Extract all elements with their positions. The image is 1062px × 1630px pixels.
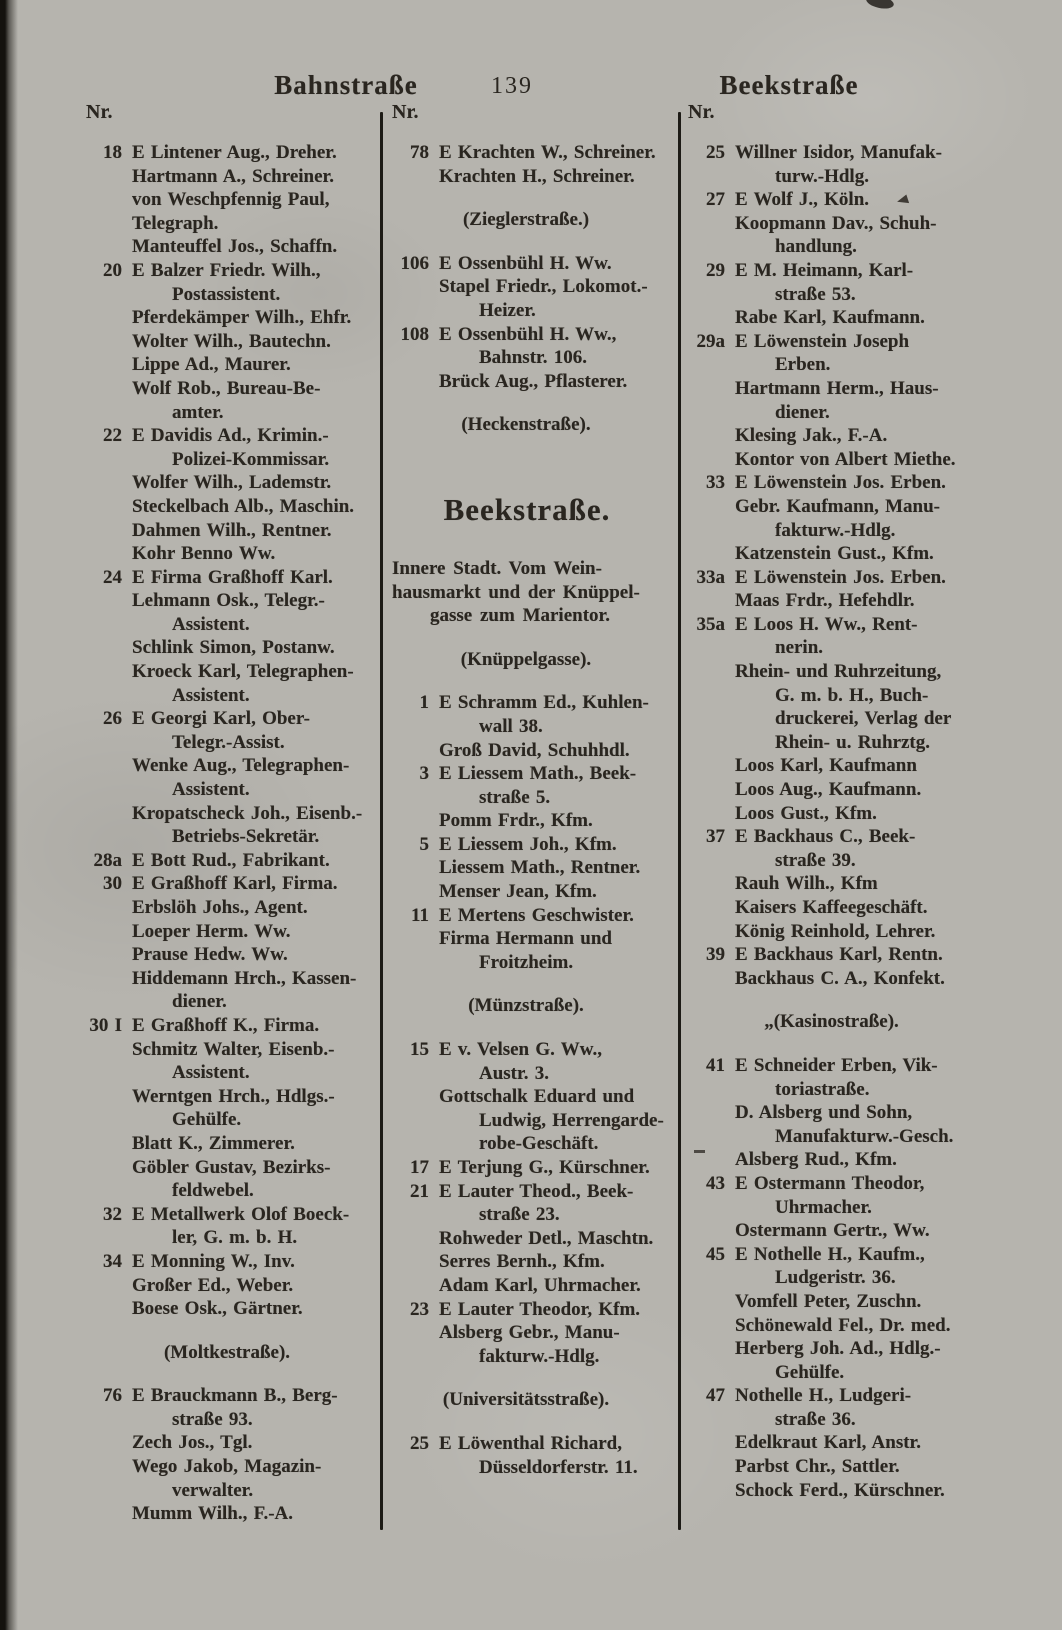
street-description: gasse zum Marientor. — [430, 605, 610, 627]
continuation-line: Assistent. — [172, 684, 250, 706]
cross-street-ref: (Moltkestraße). — [163, 1341, 291, 1363]
house-number: 33 — [706, 472, 725, 494]
street-description: hausmarkt und der Knüppel- — [392, 581, 640, 603]
continuation-line: druckerei, Verlag der — [775, 708, 952, 730]
resident-line: Rauh Wilh., Kfm — [735, 873, 878, 895]
continuation-line: Froitzheim. — [479, 951, 574, 973]
directory-entry — [687, 141, 988, 165]
house-number: 30 — [103, 873, 122, 895]
directory-entry — [687, 613, 988, 637]
directory-entry — [391, 1298, 673, 1322]
entry-text: E Nothelle H., Kaufm., — [735, 1243, 925, 1265]
directory-entry — [391, 141, 673, 165]
entry-text: E Metallwerk Olof Boeck- — [132, 1203, 350, 1225]
continuation-line: Assistent. — [172, 1062, 250, 1084]
house-number: 25 — [706, 142, 725, 163]
resident-line: Rhein- und Ruhrzeitung, — [735, 661, 942, 683]
column-number-label: Nr. — [392, 101, 419, 123]
resident-line: Loos Aug., Kaufmann. — [735, 779, 922, 801]
house-number: 32 — [103, 1203, 122, 1225]
scan-edge-shadow — [0, 0, 18, 1630]
continuation-line: Austr. 3. — [479, 1062, 549, 1084]
continuation-line: straße 36. — [775, 1408, 856, 1430]
entry-text: E Davidis Ad., Krimin.- — [132, 425, 329, 447]
house-number: 43 — [706, 1172, 725, 1194]
street-section-heading: Beekstraße. — [443, 491, 611, 527]
margin-dash-mark — [694, 1150, 705, 1153]
scan-smudge — [865, 0, 895, 11]
directory-entry — [687, 471, 988, 495]
directory-entry — [84, 849, 382, 873]
entry-text: E Graßhoff Karl, Firma. — [132, 873, 338, 895]
continuation-line: Assistent. — [172, 613, 250, 635]
resident-line: Schlink Simon, Postanw. — [132, 637, 335, 659]
column-divider — [678, 112, 681, 1530]
house-number: 39 — [706, 944, 725, 966]
continuation-line: Assistent. — [172, 779, 250, 801]
directory-column-left — [84, 141, 382, 1526]
directory-entry — [84, 872, 382, 896]
entry-text: E Bott Rud., Fabrikant. — [132, 849, 330, 871]
directory-column-right — [687, 141, 988, 1502]
continuation-line: straße 53. — [775, 283, 856, 305]
running-head-left-street: Bahnstraße — [274, 70, 418, 100]
continuation-line: toriastraße. — [775, 1078, 870, 1100]
cross-street-ref: (Münzstraße). — [468, 995, 584, 1017]
directory-entry — [687, 259, 988, 283]
resident-line: Vomfell Peter, Zuschn. — [735, 1290, 922, 1312]
entry-text: E Schneider Erben, Vik- — [735, 1054, 938, 1076]
house-number: 21 — [410, 1180, 429, 1202]
house-number: 30 I — [89, 1014, 122, 1036]
directory-entry — [84, 707, 382, 731]
directory-entry — [84, 1203, 382, 1227]
resident-line: Serres Bernh., Kfm. — [439, 1251, 605, 1273]
directory-entry — [84, 1250, 382, 1274]
continuation-line: diener. — [775, 401, 830, 423]
continuation-line: straße 93. — [172, 1408, 253, 1430]
directory-entry — [687, 566, 988, 590]
directory-entry — [391, 1180, 673, 1204]
entry-text: E Backhaus Karl, Rentn. — [735, 944, 943, 966]
resident-line: Prause Hedw. Ww. — [132, 944, 288, 966]
house-number: 35a — [696, 613, 725, 635]
continuation-line: handlung. — [775, 236, 857, 258]
resident-line: Gebr. Kaufmann, Manu- — [735, 495, 940, 517]
resident-line: Koopmann Dav., Schuh- — [735, 212, 937, 234]
continuation-line: verwalter. — [172, 1479, 254, 1501]
resident-line: Stapel Friedr., Lokomot.- — [439, 276, 648, 298]
resident-line: Loos Gust., Kfm. — [735, 802, 877, 824]
resident-line: Maas Frdr., Hefehdlr. — [735, 590, 915, 612]
entry-text: E Brauckmann B., Berg- — [132, 1385, 338, 1407]
resident-line: Alsberg Gebr., Manu- — [439, 1322, 620, 1344]
continuation-line: straße 39. — [775, 849, 856, 871]
entry-text: E Löwenstein Joseph — [735, 330, 910, 352]
house-number: 17 — [410, 1157, 429, 1178]
resident-line: Edelkraut Karl, Anstr. — [735, 1432, 921, 1454]
entry-text: E Loos H. Ww., Rent- — [735, 613, 918, 635]
continuation-line: Bahnstr. 106. — [479, 347, 587, 369]
entry-text: E Graßhoff K., Firma. — [132, 1014, 320, 1036]
resident-line: Wolter Wilh., Bautechn. — [132, 330, 331, 352]
continuation-line: Rhein- u. Ruhrztg. — [775, 731, 931, 753]
resident-line: Pomm Frdr., Kfm. — [439, 810, 593, 832]
directory-entry — [687, 188, 988, 212]
continuation-line: Manufakturw.-Gesch. — [775, 1125, 954, 1147]
resident-line: Loos Karl, Kaufmann — [735, 755, 917, 777]
resident-line: Zech Jos., Tgl. — [132, 1432, 253, 1454]
continuation-line: G. m. b. H., Buch- — [775, 684, 929, 706]
entry-text: E Backhaus C., Beek- — [735, 826, 916, 848]
resident-line: Menser Jean, Kfm. — [439, 881, 597, 903]
directory-entry — [391, 252, 673, 276]
resident-line: Erbslöh Johs., Agent. — [132, 897, 308, 918]
directory-entry — [84, 1014, 382, 1038]
directory-entry — [391, 762, 673, 786]
directory-entry — [687, 1243, 988, 1267]
entry-text: E Ossenbühl H. Ww., — [439, 323, 617, 345]
page-number: 139 — [491, 73, 533, 99]
resident-line: Rabe Karl, Kaufmann. — [735, 307, 925, 329]
resident-line: Schock Ferd., Kürschner. — [735, 1479, 945, 1501]
directory-entry — [391, 833, 673, 857]
house-number: 11 — [411, 904, 429, 926]
resident-line: Liessem Math., Rentner. — [439, 857, 641, 879]
entry-text: E Lauter Theodor, Kfm. — [439, 1298, 641, 1320]
resident-line: Ostermann Gertr., Ww. — [735, 1220, 930, 1242]
cross-street-ref: (Knüppelgasse). — [460, 648, 592, 670]
resident-line: Brück Aug., Pflasterer. — [439, 370, 628, 392]
resident-line: Boese Osk., Gärtner. — [132, 1298, 303, 1320]
house-number: 76 — [103, 1385, 122, 1407]
house-number: 106 — [400, 252, 429, 274]
continuation-line: Gehülfe. — [172, 1109, 242, 1131]
continuation-line: straße 23. — [479, 1204, 560, 1226]
resident-line: Groß David, Schuhhdl. — [439, 739, 630, 761]
resident-line: von Weschpfennig Paul, — [132, 189, 330, 211]
column-number-label: Nr. — [86, 101, 113, 123]
house-number: 33a — [696, 566, 725, 588]
resident-line: Kaisers Kaffeegeschäft. — [735, 897, 928, 918]
continuation-line: feldwebel. — [172, 1180, 254, 1202]
resident-line: Herberg Joh. Ad., Hdlg.- — [735, 1338, 941, 1360]
house-number: 15 — [410, 1039, 429, 1061]
entry-text: E Löwenstein Jos. Erben. — [735, 472, 946, 494]
entry-text: E Krachten W., Schreiner. — [439, 142, 656, 163]
continuation-line: Postassistent. — [172, 283, 281, 305]
house-number: 108 — [400, 323, 429, 345]
house-number: 29a — [696, 330, 725, 352]
directory-entry — [687, 1054, 988, 1078]
house-number: 22 — [103, 425, 122, 447]
directory-entry — [391, 904, 673, 928]
house-number: 27 — [706, 189, 725, 211]
resident-line: Wolfer Wilh., Lademstr. — [132, 472, 332, 494]
column-number-label: Nr. — [688, 101, 715, 123]
resident-line: Blatt K., Zimmerer. — [132, 1132, 295, 1154]
entry-text: E Schramm Ed., Kuhlen- — [439, 692, 649, 714]
continuation-line: fakturw.-Hdlg. — [775, 519, 896, 541]
entry-text: E Ostermann Theodor, — [735, 1172, 925, 1194]
resident-line: Kontor von Albert Miethe. — [735, 448, 956, 470]
running-head-right-street: Beekstraße — [719, 70, 859, 100]
house-number: 47 — [706, 1385, 725, 1407]
resident-line: Schmitz Walter, Eisenb.- — [132, 1038, 335, 1060]
entry-text: Willner Isidor, Manufak- — [735, 142, 942, 163]
directory-entry — [391, 1038, 673, 1062]
house-number: 41 — [706, 1054, 725, 1076]
cross-street-ref: (Heckenstraße). — [461, 414, 591, 436]
house-number: 45 — [706, 1243, 725, 1265]
directory-entry — [687, 1384, 988, 1408]
directory-entry — [391, 691, 673, 715]
resident-line: Lippe Ad., Maurer. — [132, 354, 291, 376]
resident-line: Gottschalk Eduard und — [439, 1086, 635, 1108]
entry-text: E Lintener Aug., Dreher. — [132, 142, 337, 163]
resident-line: Hartmann Herm., Haus- — [735, 377, 939, 399]
resident-line: Schönewald Fel., Dr. med. — [735, 1314, 951, 1336]
continuation-line: amter. — [172, 401, 224, 423]
house-number: 29 — [706, 259, 725, 281]
directory-entry — [391, 323, 673, 347]
resident-line: Katzenstein Gust., Kfm. — [735, 543, 934, 565]
resident-line: Parbst Chr., Sattler. — [735, 1456, 900, 1478]
directory-entry — [391, 1432, 673, 1456]
house-number: 24 — [103, 566, 122, 588]
house-number: 25 — [410, 1432, 429, 1454]
entry-text: E Löwenthal Richard, — [439, 1432, 622, 1454]
resident-line: D. Alsberg und Sohn, — [735, 1102, 913, 1124]
entry-text: E Lauter Theod., Beek- — [439, 1180, 634, 1202]
entry-text: Nothelle H., Ludgeri- — [735, 1385, 912, 1407]
continuation-line: diener. — [172, 991, 227, 1013]
resident-line: Wenke Aug., Telegraphen- — [132, 755, 350, 777]
entry-text: E Liessem Joh., Kfm. — [439, 833, 617, 855]
house-number: 3 — [419, 763, 429, 785]
resident-line: Kroeck Karl, Telegraphen- — [132, 661, 354, 683]
continuation-line: Polizei-Kommissar. — [172, 448, 330, 470]
resident-line: Loeper Herm. Ww. — [132, 920, 291, 942]
directory-entry — [84, 141, 382, 165]
entry-text: E Monning W., Inv. — [132, 1250, 295, 1272]
entry-text: E Georgi Karl, Ober- — [132, 708, 310, 730]
resident-line: König Reinhold, Lehrer. — [735, 920, 936, 942]
entry-text: E Balzer Friedr. Wilh., — [132, 259, 321, 281]
entry-text: E Ossenbühl H. Ww. — [439, 252, 612, 274]
continuation-line: Telegr.-Assist. — [172, 731, 285, 753]
entry-text: E Liessem Math., Beek- — [439, 763, 637, 785]
resident-line: Dahmen Wilh., Rentner. — [132, 519, 332, 541]
continuation-line: Erben. — [775, 354, 831, 376]
house-number: 34 — [103, 1250, 122, 1272]
directory-entry — [84, 424, 382, 448]
entry-text: E Wolf J., Köln. — [735, 189, 870, 211]
directory-entry — [687, 1172, 988, 1196]
directory-entry — [84, 566, 382, 590]
entry-text: E Terjung G., Kürschner. — [439, 1157, 650, 1178]
directory-entry — [84, 1384, 382, 1408]
resident-line: Rohweder Detl., Maschtn. — [439, 1227, 654, 1249]
resident-line: Hartmann A., Schreiner. — [132, 165, 334, 187]
house-number: 26 — [103, 708, 122, 730]
house-number: 18 — [103, 142, 122, 163]
continuation-line: Ludgeristr. 36. — [775, 1267, 896, 1289]
resident-line: Göbler Gustav, Bezirks- — [132, 1156, 331, 1178]
resident-line: Backhaus C. A., Konfekt. — [735, 967, 945, 989]
continuation-line: Betriebs-Sekretär. — [172, 826, 320, 848]
resident-line: Firma Hermann und — [439, 928, 612, 950]
resident-line: Adam Karl, Uhrmacher. — [439, 1274, 641, 1296]
resident-line: Großer Ed., Weber. — [132, 1274, 294, 1296]
entry-text: E Löwenstein Jos. Erben. — [735, 566, 946, 588]
directory-column-middle — [391, 141, 673, 1479]
house-number: 23 — [410, 1298, 429, 1320]
resident-line: Krachten H., Schreiner. — [439, 165, 635, 187]
resident-line: Kohr Benno Ww. — [132, 543, 276, 565]
continuation-line: turw.-Hdlg. — [775, 165, 869, 187]
cross-street-ref: (Universitätsstraße). — [442, 1389, 610, 1411]
resident-line: Steckelbach Alb., Maschin. — [132, 495, 355, 517]
house-number: 78 — [410, 142, 429, 163]
continuation-line: wall 38. — [479, 715, 543, 737]
street-description: Innere Stadt. Vom Wein- — [392, 557, 602, 579]
resident-line: Mumm Wilh., F.-A. — [132, 1503, 294, 1525]
entry-text: E Firma Graßhoff Karl. — [132, 566, 333, 588]
resident-line: Wego Jakob, Magazin- — [132, 1456, 322, 1478]
house-number: 5 — [419, 833, 429, 855]
house-number: 1 — [419, 692, 429, 714]
continuation-line: ler, G. m. b. H. — [172, 1227, 298, 1249]
directory-entry — [687, 825, 988, 849]
continuation-line: Ludwig, Herrengarde- — [479, 1109, 664, 1131]
continuation-line: Uhrmacher. — [775, 1196, 872, 1218]
entry-text: E Mertens Geschwister. — [439, 904, 634, 926]
directory-entry — [391, 1156, 673, 1180]
resident-line: Werntgen Hrch., Hdlgs.- — [132, 1085, 335, 1107]
continuation-line: nerin. — [775, 637, 824, 659]
continuation-line: Gehülfe. — [775, 1361, 845, 1383]
resident-line: Klesing Jak., F.-A. — [735, 425, 888, 447]
cross-street-ref: (Zieglerstraße.) — [462, 209, 590, 231]
resident-line: Manteuffel Jos., Schaffn. — [132, 236, 338, 258]
continuation-line: Düsseldorferstr. 11. — [479, 1456, 638, 1478]
continuation-line: Heizer. — [479, 299, 536, 321]
entry-text: E M. Heimann, Karl- — [735, 259, 914, 281]
continuation-line: robe-Geschäft. — [479, 1133, 599, 1155]
resident-line: Telegraph. — [132, 212, 219, 234]
entry-text: E v. Velsen G. Ww., — [439, 1039, 602, 1061]
house-number: 37 — [706, 826, 725, 848]
cross-street-ref: „(Kasinostraße). — [764, 1011, 899, 1033]
resident-line: Pferdekämper Wilh., Ehfr. — [132, 307, 352, 329]
resident-line: Kropatscheck Joh., Eisenb.- — [132, 802, 363, 824]
directory-entry — [687, 330, 988, 354]
resident-line: Lehmann Osk., Telegr.- — [132, 590, 325, 612]
resident-line: Hiddemann Hrch., Kassen- — [132, 967, 357, 989]
directory-entry — [687, 943, 988, 967]
directory-entry — [84, 259, 382, 283]
house-number: 20 — [103, 259, 122, 281]
resident-line: Alsberg Rud., Kfm. — [735, 1149, 897, 1171]
continuation-line: straße 5. — [479, 786, 551, 808]
house-number: 28a — [93, 849, 122, 871]
continuation-line: fakturw.-Hdlg. — [479, 1345, 600, 1367]
resident-line: Wolf Rob., Bureau-Be- — [132, 377, 321, 399]
